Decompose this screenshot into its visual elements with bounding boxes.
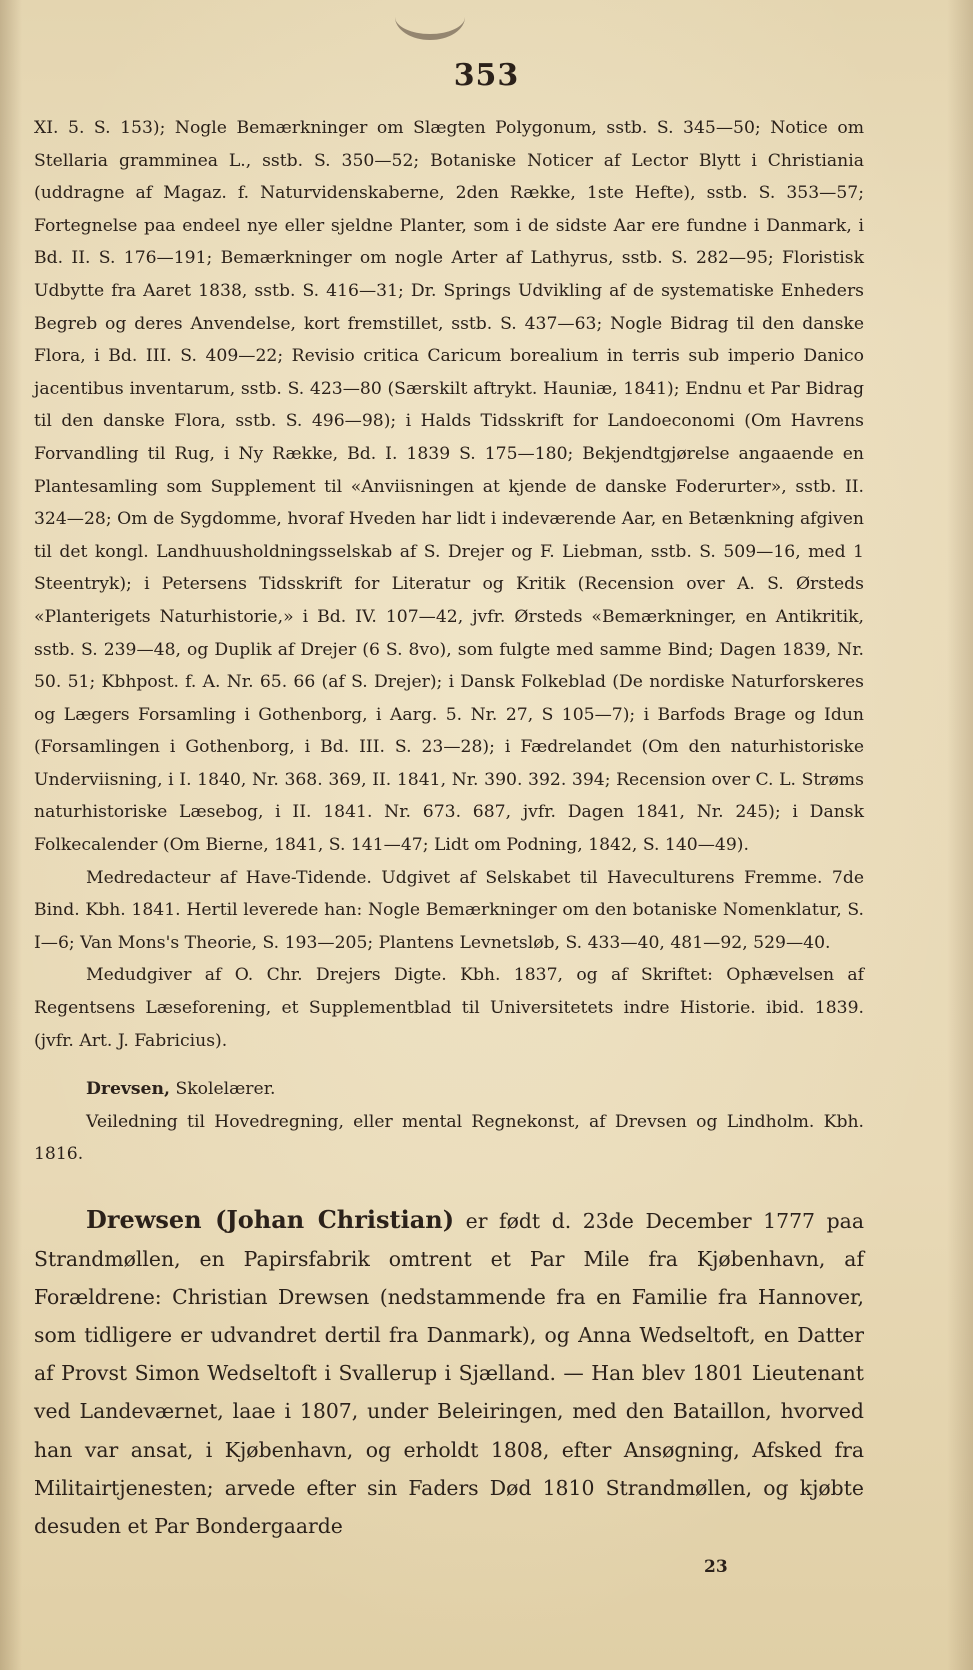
entry-title: Skolelærer.	[169, 1079, 276, 1100]
page-body	[34, 112, 864, 1545]
bibliography-paragraph: XI. 5. S. 153); Nogle Bemærkninger om Slægten Polygonum, sstb. S. 345—50; Notice om Stellaria gramminea L., sstb. S. 350—52; Botaniske Noticer af Lector Blytt i Christiania (uddragne af Magaz. f. Naturvidenskaberne, 2den Række, 1ste Hefte), sstb. S. 353—57; Fortegnelse paa endeel nye eller sjeldne Planter, som i de sidste Aar ere fundne i Danmark, i Bd. II. S. 176—191; Bemærkninger om nogle Arter af Lathyrus, sstb. S. 282—95; Floristisk Udbytte fra Aaret 1838, sstb. S. 416—31; Dr. Springs Udvikling af de systematiske Enheders Begreb og deres Anvendelse, kort fremstillet, sstb. S. 437—63; Nogle Bidrag til den danske Flora, i Bd. III. S. 409—22; Revisio critica Caricum borealium in terris sub imperio Danico jacentibus inventarum, sstb. S. 423—80 (Særskilt aftrykt. Hauniæ, 1841); Endnu et Par Bidrag til den danske Flora, sstb. S. 496—98); i Halds Tidsskrift for Landoeconomi (Om Havrens Forvandling til Rug, i Ny Række, Bd. I. 1839 S. 175—180; Bekjendtgjørelse angaaende en Plantesamling som Supplement til «Anviisningen at kjende de danske Foderurter», sstb. II. 324—28; Om de Sygdomme, hvoraf Hveden har lidt i indeværende Aar, en Betænkning afgiven til det kongl. Landhuusholdningsselskab af S. Drejer og F. Liebman, sstb. S. 509—16, med 1 Steentryk); i Petersens Tidsskrift for Literatur og Kritik (Recension over A. S. Ørsteds «Planterigets Naturhistorie,» i Bd. IV. 107—42, jvfr. Ørsteds «Bemærkninger, en Antikritik, sstb. S. 239—48, og Duplik af Drejer (6 S. 8vo), som fulgte med samme Bind; Dagen 1839, Nr. 50. 51; Kbhpost. f. A. Nr. 65. 66 (af S. Drejer); i Dansk Folkeblad (De nordiske Naturforskeres og Lægers Forsamling i Gothenborg, i Aarg. 5. Nr. 27, S 105—7); i Barfods Brage og Idun (Forsamlingen i Gothenborg, i Bd. III. S. 23—28); i Fædrelandet (Om den naturhistoriske Underviisning, i I. 1840, Nr. 368. 369, II. 1841, Nr. 390. 392. 394; Recension over C. L. Strøms naturhistoriske Læsebog, i II. 1841. Nr. 673. 687, jvfr. Dagen 1841, Nr. 245); i Dansk Folkecalender (Om Bierne, 1841, S. 141—47; Lidt om Podning, 1842, S. 140—49).	[34, 118, 864, 856]
entry-drevsen	[34, 1073, 864, 1106]
page-number: 353	[453, 58, 520, 93]
signature-mark: 23	[704, 1557, 728, 1577]
entry-name: Drewsen (Johan Christian)	[86, 1205, 455, 1234]
entry-text: er født d. 23de December 1777 paa Strandmøllen, en Papirsfabrik omtrent et Par Mile fra Kjøbenhavn, af Forældrene: Christian Drewsen (nedstammende fra en Familie fra Hannover, som tidligere er udvandret dertil fra Danmark), og Anna Wedseltoft, en Datter af Provst Simon Wedseltoft i Svallerup i Sjælland. — Han blev 1801 Lieutenant ved Landeværnet, laae i 1807, under Beleiringen, med den Bataillon, hvorved han var ansat, i Kjøbenhavn, og erholdt 1808, efter Ansøgning, Afsked fra Militairtjenesten; arvede efter sin Faders Død 1810 Strandmøllen, og kjøbte desuden et Par Bondergaarde	[34, 1209, 864, 1538]
entry-name: Drevsen,	[86, 1079, 170, 1100]
bibliography-paragraph: Medudgiver af O. Chr. Drejers Digte. Kbh. 1837, og af Skriftet: Ophævelsen af Regentsens Læseforening, et Supplementblad til Universitetets indre Historie. ibid. 1839. (jvfr. Art. J. Fabricius).	[34, 965, 864, 1051]
page-edge-shadow	[947, 0, 973, 1670]
entry-text: Veiledning til Hovedregning, eller mental Regnekonst, af Drevsen og Lindholm. Kbh. 1816.	[34, 1111, 864, 1165]
page-gutter-shadow	[0, 0, 22, 1670]
entry-drewsen	[34, 1201, 864, 1545]
binding-mark	[395, 0, 465, 40]
bibliography-paragraph: Medredacteur af Have-Tidende. Udgivet af Selskabet til Haveculturens Fremme. 7de Bind. Kbh. 1841. Hertil leverede han: Nogle Bemærkninger om den botaniske Nomenklatur, S. I—6; Van Mons's Theorie, S. 193—205; Plantens Levnetsløb, S. 433—40, 481—92, 529—40.	[34, 867, 864, 953]
